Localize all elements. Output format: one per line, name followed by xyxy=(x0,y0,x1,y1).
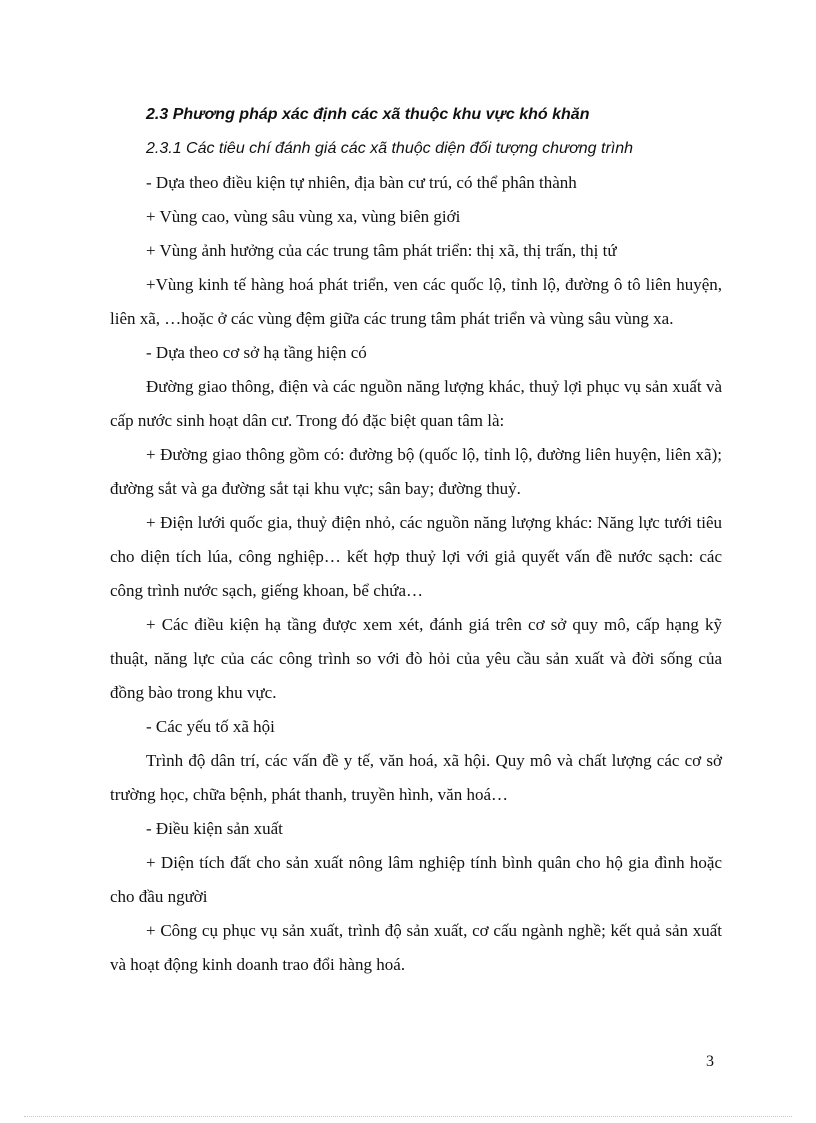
paragraph: +Vùng kinh tế hàng hoá phát triển, ven các quốc lộ, tỉnh lộ, đường ô tô liên huyện, liên xã, …hoặc ở các vùng đệm giữa các trung tâm phát triển và vùng sâu vùng xa. xyxy=(110,275,722,328)
page-number: 3 xyxy=(706,1053,714,1070)
paragraph: + Diện tích đất cho sản xuất nông lâm nghiệp tính bình quân cho hộ gia đình hoặc cho đầu người xyxy=(110,853,722,906)
paragraph: - Dựa theo điều kiện tự nhiên, địa bàn cư trú, có thể phân thành xyxy=(146,173,577,192)
paragraph: + Điện lưới quốc gia, thuỷ điện nhỏ, các nguồn năng lượng khác: Năng lực tưới tiêu cho diện tích lúa, công nghiệp… kết hợp thuỷ lợi với giả quyết vấn đề nước sạch: các công trình nước sạch, giếng khoan, bể chứa… xyxy=(110,513,722,600)
paragraph: + Vùng ảnh hưởng của các trung tâm phát triển: thị xã, thị trấn, thị tứ xyxy=(146,241,617,260)
paragraph: Trình độ dân trí, các vấn đề y tế, văn hoá, xã hội. Quy mô và chất lượng các cơ sở trường học, chữa bệnh, phát thanh, truyền hình, văn hoá… xyxy=(110,751,722,804)
paragraph: + Công cụ phục vụ sản xuất, trình độ sản xuất, cơ cấu ngành nghề; kết quả sản xuất và hoạt động kinh doanh trao đổi hàng hoá. xyxy=(110,921,722,974)
paragraph: + Đường giao thông gồm có: đường bộ (quốc lộ, tỉnh lộ, đường liên huyện, liên xã); đường sắt và ga đường sắt tại khu vực; sân bay; đường thuỷ. xyxy=(110,445,722,498)
subsection-heading: 2.3.1 Các tiêu chí đánh giá các xã thuộc diện đối tượng chương trình xyxy=(146,140,634,157)
page-bottom-divider xyxy=(24,1116,792,1117)
paragraph: - Các yếu tố xã hội xyxy=(146,717,275,736)
page-body xyxy=(110,98,722,982)
section-heading: 2.3 Phương pháp xác định các xã thuộc khu vực khó khăn xyxy=(146,106,590,123)
paragraph: - Điều kiện sản xuất xyxy=(146,819,283,838)
paragraph: - Dựa theo cơ sở hạ tầng hiện có xyxy=(146,343,367,362)
paragraph: Đường giao thông, điện và các nguồn năng lượng khác, thuỷ lợi phục vụ sản xuất và cấp nước sinh hoạt dân cư. Trong đó đặc biệt quan tâm là: xyxy=(110,377,722,430)
paragraph: + Các điều kiện hạ tầng được xem xét, đánh giá trên cơ sở quy mô, cấp hạng kỹ thuật, năng lực của các công trình so với đò hỏi của yêu cầu sản xuất và đời sống của đồng bào trong khu vực. xyxy=(110,615,722,702)
paragraph: + Vùng cao, vùng sâu vùng xa, vùng biên giới xyxy=(146,207,461,226)
